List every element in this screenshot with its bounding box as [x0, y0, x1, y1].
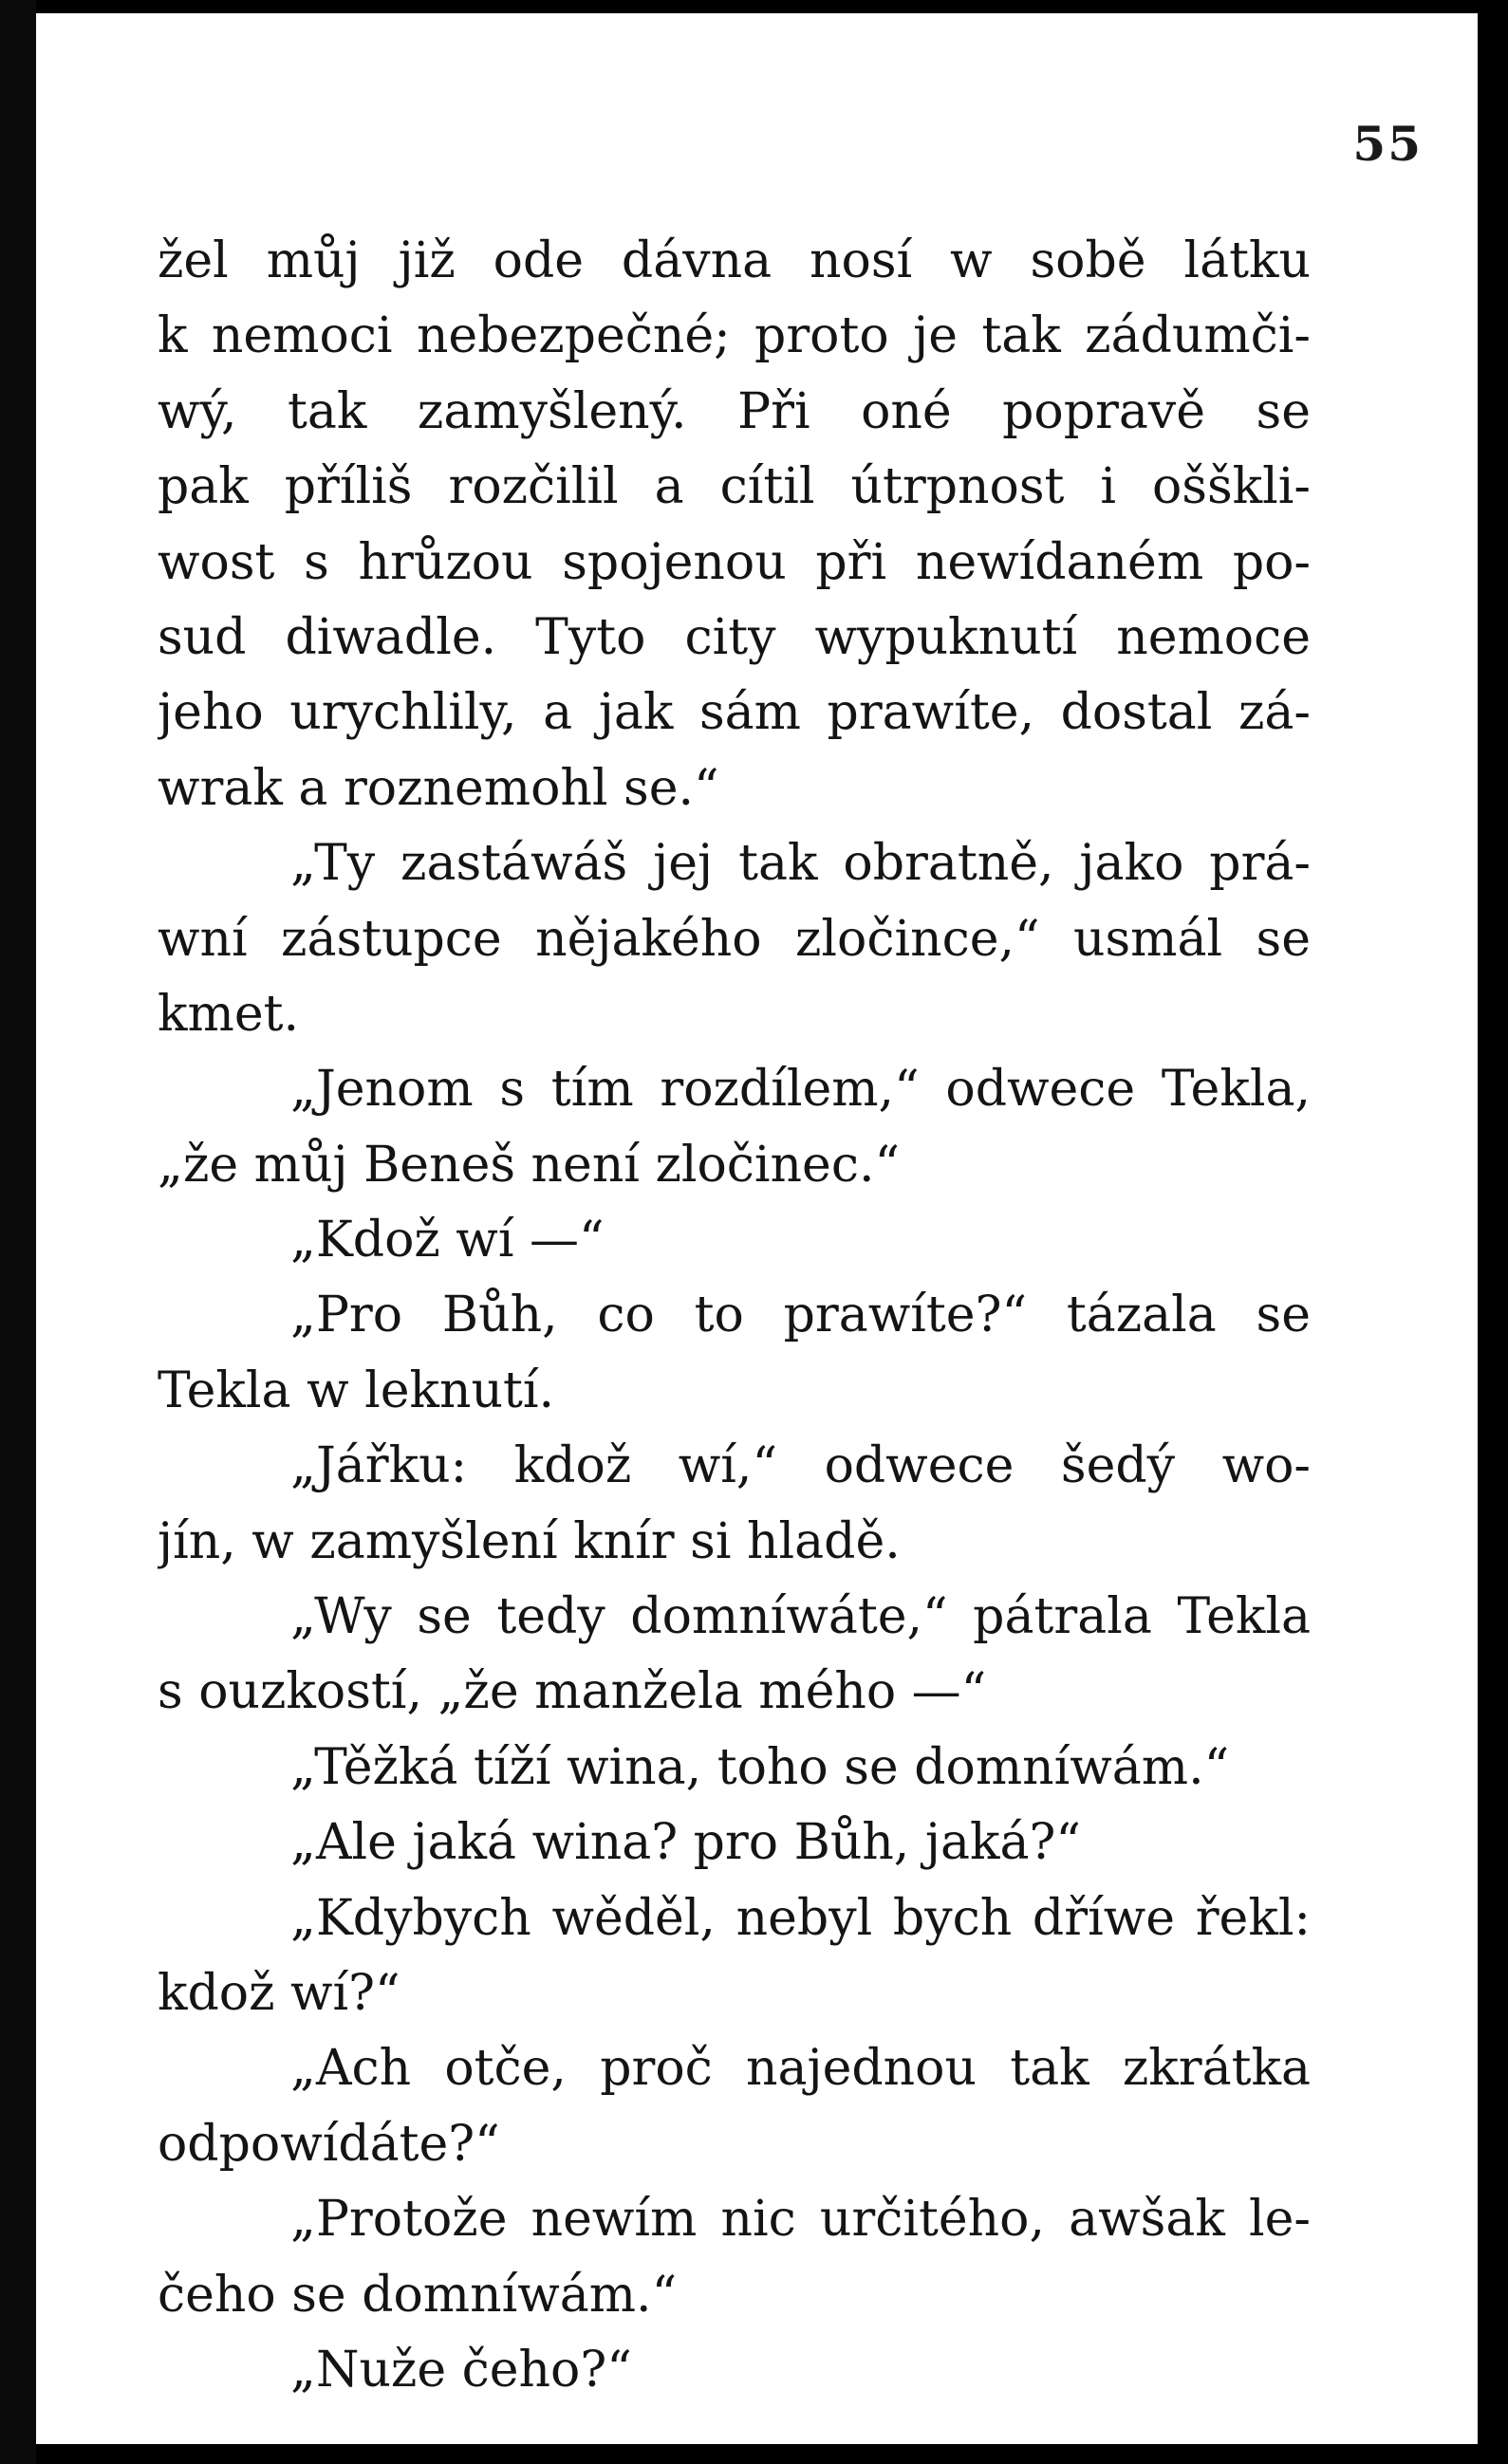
text-line: „Jářku: kdož wí,“ odwece šedý wo- — [290, 1437, 1311, 1495]
body-text — [158, 224, 1311, 2408]
text-line: „Nuže čeho?“ — [290, 2341, 632, 2399]
text-line: wost s hrůzou spojenou při newídaném po- — [158, 533, 1311, 591]
text-line: „Kdož wí —“ — [290, 1212, 605, 1269]
text-line: „Kdybych wěděl, nebyl bych dříwe řekl: — [290, 1889, 1311, 1947]
text-line: jeho urychlily, a jak sám prawíte, dostal zá- — [158, 684, 1311, 742]
text-line: pak příliš rozčilil a cítil útrpnost i ošškli- — [158, 458, 1311, 516]
text-line: kmet. — [158, 985, 300, 1043]
book-page — [36, 13, 1478, 2444]
text-line: „Pro Bůh, co to prawíte?“ tázala se — [290, 1287, 1311, 1344]
text-line: wrak a roznemohl se.“ — [158, 759, 719, 817]
text-line: „Ale jaká wina? pro Bůh, jaká?“ — [290, 1814, 1081, 1872]
text-line: „Protože newím nic určitého, awšak le- — [290, 2191, 1311, 2249]
text-line: „Jenom s tím rozdílem,“ odwece Tekla, — [290, 1061, 1311, 1119]
text-line: „Ty zastáwáš jej tak obratně, jako prá- — [290, 835, 1311, 893]
page-number: 55 — [1352, 116, 1423, 172]
text-line: wní zástupce nějakého zločince,“ usmál se — [158, 910, 1311, 968]
text-line: čeho se domníwám.“ — [158, 2266, 678, 2324]
text-line: „Wy se tedy domníwáte,“ pátrala Tekla — [290, 1588, 1311, 1646]
text-line: „že můj Beneš není zločinec.“ — [158, 1136, 901, 1194]
text-line: s ouzkostí, „že manžela mého —“ — [158, 1663, 987, 1721]
text-line: sud diwadle. Tyto city wypuknutí nemoce — [158, 608, 1311, 666]
text-line: kdož wí?“ — [158, 1964, 400, 2022]
text-line: žel můj již ode dávna nosí w sobě látku — [158, 232, 1311, 289]
text-line: „Těžká tíží wina, toho se domníwám.“ — [290, 1738, 1230, 1796]
text-line: odpowídáte?“ — [158, 2115, 500, 2173]
text-line: Tekla w leknutí. — [158, 1362, 555, 1419]
text-line: jín, w zamyšlení knír si hladě. — [158, 1512, 901, 1570]
text-line: wý, tak zamyšlený. Při oné popravě se — [158, 382, 1311, 440]
scan-border — [0, 0, 36, 2464]
text-line: „Ach otče, proč najednou tak zkrátka — [290, 2040, 1311, 2098]
text-line: k nemoci nebezpečné; proto je tak zádumči- — [158, 307, 1311, 365]
